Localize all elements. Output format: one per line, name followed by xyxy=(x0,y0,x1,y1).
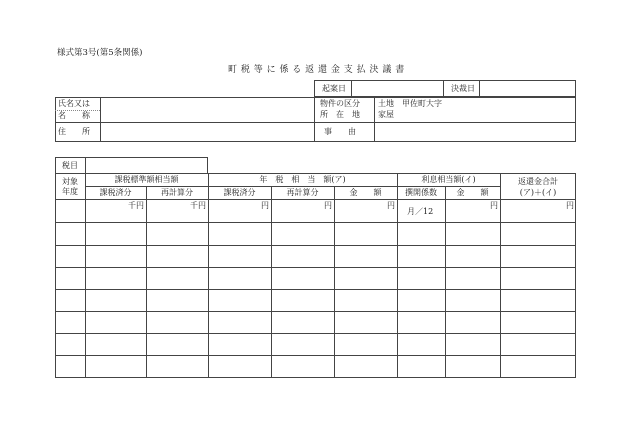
decision-date-field[interactable] xyxy=(479,82,576,95)
unit-yen-2: 円 xyxy=(324,201,332,210)
start-date-field[interactable] xyxy=(351,82,443,95)
reason-label: 事 由 xyxy=(324,127,356,136)
tax-item-label: 税目 xyxy=(62,161,78,170)
sub-taxed-2-header: 課税済分 xyxy=(223,188,256,197)
group-interest-header: 利息相当額(イ) xyxy=(421,175,476,184)
sub-recalc-header: 再計算分 xyxy=(161,188,193,197)
property-category-label: 物件の区分 xyxy=(320,99,360,108)
unit-month: 月／12 xyxy=(407,207,434,216)
year-label-2: 年度 xyxy=(62,187,78,196)
unit-thousand-1: 千円 xyxy=(128,201,144,210)
page-title: 町 税 等 に 係 る 返 還 金 支 払 決 議 書 xyxy=(228,65,405,75)
group-tax-header: 年 税 相 当 額(ア) xyxy=(259,175,346,184)
name-label-2: 名 称 xyxy=(58,111,90,120)
sub-amount-2-header: 金 額 xyxy=(456,188,489,197)
unit-yen-4: 円 xyxy=(490,201,498,210)
group-total-header-1: 返還金合計 xyxy=(518,177,558,186)
address-field[interactable] xyxy=(101,123,313,141)
house-label: 家屋 xyxy=(378,110,394,119)
sub-taxed-header: 課税済分 xyxy=(99,188,132,197)
property-location-label: 所 在 地 xyxy=(320,110,360,119)
start-date-label: 起案日 xyxy=(322,84,346,93)
sub-multiplier-header: 撰開係数 xyxy=(405,188,437,197)
name-field[interactable] xyxy=(101,98,313,121)
form-number: 様式第3号(第5条関係) xyxy=(57,48,143,58)
decision-date-label: 決裁日 xyxy=(451,84,475,93)
year-label-1: 対象 xyxy=(62,177,78,186)
group-total-header-2: (ア)＋(イ) xyxy=(519,188,557,197)
unit-yen-3: 円 xyxy=(387,201,395,210)
sub-amount-header: 金 額 xyxy=(349,188,382,197)
unit-yen-1: 円 xyxy=(261,201,269,210)
group-standard-header: 課税標準額相当額 xyxy=(114,175,179,184)
land-location: 甲佐町大字 xyxy=(402,99,442,108)
sub-recalc-2-header: 再計算分 xyxy=(286,188,319,197)
name-label-1: 氏名又は xyxy=(58,99,90,108)
reason-field[interactable] xyxy=(375,123,575,141)
land-label: 土地 xyxy=(378,99,394,108)
address-label: 住 所 xyxy=(58,127,90,136)
tax-item-field[interactable] xyxy=(86,158,207,173)
unit-yen-5: 円 xyxy=(566,201,574,210)
unit-thousand-2: 千円 xyxy=(190,201,206,210)
